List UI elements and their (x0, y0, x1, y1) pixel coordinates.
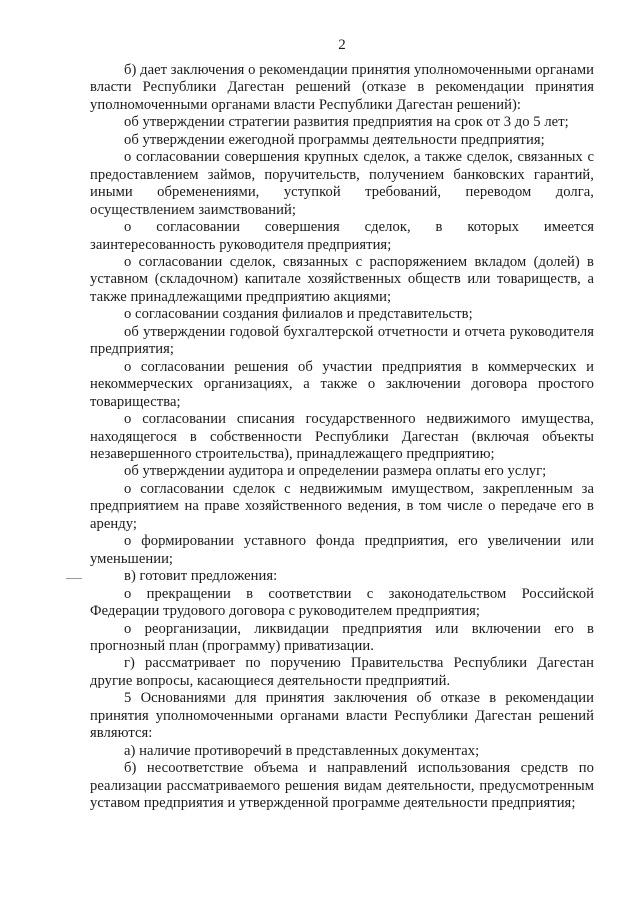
paragraph: о реорганизации, ликвидации предприятия или включении его в прогнозный план (программу) приватизации. (90, 620, 594, 654)
paragraph: о прекращении в соответствии с законодательством Российской Федерации трудового договора с руководителем предприятия; (90, 585, 594, 620)
margin-tick-mark (66, 578, 82, 579)
paragraph: б) несоответствие объема и направлений использования средств по реализации рассматриваемого решения видам деятельности, предусмотренным уставом предприятия и утвержденной программе деятельности предприятия; (90, 760, 594, 812)
paragraph: о согласовании сделок с недвижимым имуществом, закрепленным за предприятием на праве хозяйственного ведения, в том числе о передаче его в аренду; (90, 480, 594, 532)
paragraph: б) дает заключения о рекомендации принятия уполномоченными органами власти Республики Дагестан решений (отказе в рекомендации принятия уполномоченными органами власти Республики Дагестан решений): (90, 62, 594, 113)
page-number: 2 (338, 37, 346, 53)
paragraph: а) наличие противоречий в представленных документах; (124, 742, 480, 759)
paragraph: о формировании уставного фонда предприятия, его увеличении или уменьшении; (90, 533, 594, 567)
paragraph: 5 Основаниями для принятия заключения об отказе в рекомендации принятия уполномоченными органами власти Республики Дагестан решений являются: (90, 690, 594, 742)
paragraph: о согласовании решения об участии предприятия в коммерческих и некоммерческих организациях, а также о заключении договора простого товарищества; (90, 358, 594, 410)
paragraph: г) рассматривает по поручению Правительства Республики Дагестан другие вопросы, касающиеся деятельности предприятий. (90, 655, 594, 689)
paragraph: об утверждении ежегодной программы деятельности предприятия; (124, 131, 545, 148)
paragraph: о согласовании сделок, связанных с распоряжением вкладом (долей) в уставном (складочном) капитале хозяйственных обществ или товариществ, а также принадлежащими предприятию акциями; (90, 253, 594, 305)
paragraph: в) готовит предложения: (124, 568, 278, 585)
paragraph: об утверждении годовой бухгалтерской отчетности и отчета руководителя предприятия; (90, 323, 594, 358)
paragraph: об утверждении аудитора и определении размера оплаты его услуг; (124, 463, 547, 480)
paragraph: об утверждении стратегии развития предприятия на срок от 3 до 5 лет; (124, 114, 569, 131)
paragraph: о согласовании создания филиалов и представительств; (124, 306, 473, 323)
paragraph: о согласовании списания государственного недвижимого имущества, находящегося в собственности Республики Дагестан (включая объекты незавершенного строительства), принадлежащего предприятию; (90, 411, 594, 462)
paragraph: о согласовании совершения крупных сделок, а также сделок, связанных с предоставлением займов, поручительств, получением банковских гарантий, иными обременениями, уступкой требований, переводом долга, осуществлением заимствований; (90, 149, 594, 218)
paragraph: о согласовании совершения сделок, в которых имеется заинтересованность руководителя предприятия; (90, 219, 594, 253)
